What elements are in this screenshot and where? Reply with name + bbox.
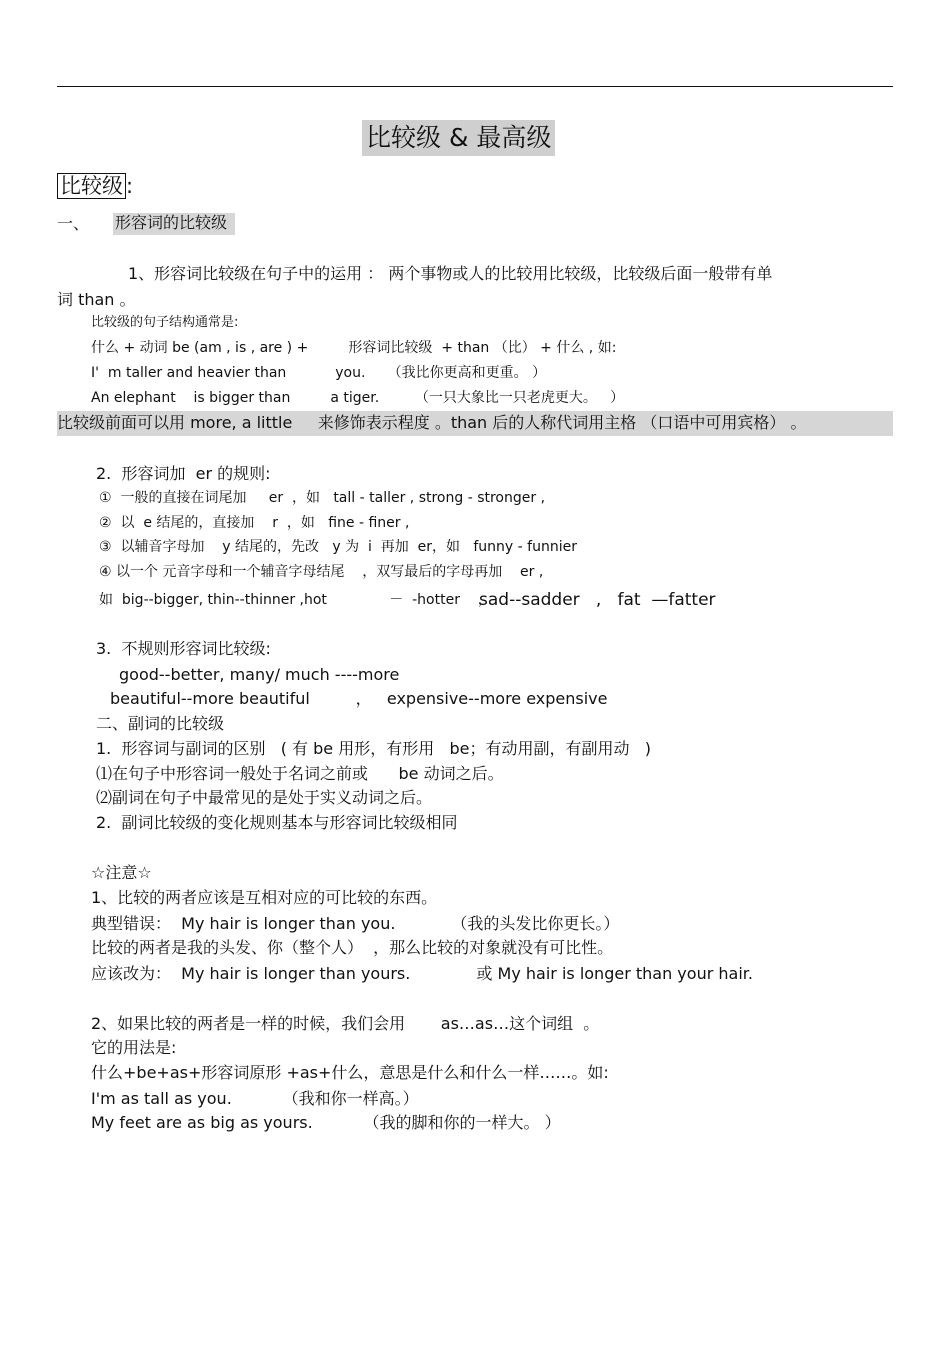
irregular-example-1: good--better, many/ much ----more <box>119 665 400 684</box>
note-2-example-2: My feet are as big as yours. （我的脚和你的一样大。 ） <box>91 1113 561 1132</box>
er-rule-3: ③ 以辅音字母加 y 结尾的，先改 y 为 i 再加 er，如 funny - funnier <box>99 539 577 555</box>
adverb-section-title: 二、副词的比较级 <box>96 714 225 733</box>
note-1-explanation: 比较的两者是我的头发、你（整个人） ，那么比较的对象就没有可比性。 <box>91 938 614 957</box>
adverb-point-1a: ⑴在句子中形容词一般处于名词之前或 be 动词之后。 <box>96 764 504 783</box>
irregular-example-2: beautiful--more beautiful ， expensive--more expensive <box>110 689 608 708</box>
adverb-point-1: 1. 形容词与副词的区别 ( 有 be 用形，有形用 be；有动用副，有副用动 ) <box>96 739 651 758</box>
section-heading-colon: : <box>126 174 134 198</box>
note-2-formula: 什么+be+as+形容词原形 +as+什么，意思是什么和什么一样……。如: <box>91 1063 609 1082</box>
example-elephant: An elephant is bigger than a tiger. （一只大象比一只老虎更大。 ） <box>91 390 625 406</box>
note-1-wrong-example: 典型错误： My hair is longer than you. （我的头发比你更长。） <box>91 914 620 933</box>
example-taller: I' m taller and heavier than you. （我比你更高和更重。 ） <box>91 365 547 381</box>
note-2: 2、如果比较的两者是一样的时候，我们会用 as…as…这个词组 。 <box>91 1014 600 1033</box>
er-rule-2: ② 以 e 结尾的，直接加 r ，如 fine - finer , <box>99 515 410 531</box>
note-1: 1、比较的两者应该是互相对应的可比较的东西。 <box>91 888 438 907</box>
section-1-title: 形容词的比较级 <box>113 213 235 235</box>
paragraph-usage-line-2: 词 than 。 <box>57 290 136 309</box>
section-heading <box>57 172 133 200</box>
adverb-point-1b: ⑵副词在句子中最常见的是处于实义动词之后。 <box>96 788 433 807</box>
note-1-correction: 应该改为： My hair is longer than yours. 或 My hair is longer than your hair. <box>91 964 753 983</box>
note-2-usage-intro: 它的用法是: <box>91 1038 177 1057</box>
section-1-number: 一、 <box>57 214 90 233</box>
paragraph-usage-line-1: 1、形容词比较级在句子中的运用 ： 两个事物或人的比较用比较级，比较级后面一般带有单 <box>128 264 773 283</box>
page-title: 比较级 & 最高级 <box>362 120 555 156</box>
irregular-title: 3. 不规则形容词比较级: <box>96 639 271 658</box>
er-rule-4-examples: 如 big--bigger, thin--thinner ,hot － -hotter ， <box>99 592 492 608</box>
er-rule-4: ④ 以一个 元音字母和一个辅音字母结尾 ，双写最后的字母再加 er , <box>99 564 544 580</box>
section-heading-label: 比较级 <box>57 173 126 199</box>
er-rules-title: 2. 形容词加 er 的规则: <box>96 464 271 483</box>
er-rule-4-examples-cont: sad--sadder , fat —fatter <box>479 590 716 610</box>
top-rule <box>57 86 893 87</box>
degree-modifier-note: 比较级前面可以用 more, a little 来修饰表示程度 。than 后的人称代词用主格 （口语中可用宾格） 。 <box>57 413 807 432</box>
er-rule-1: ① 一般的直接在词尾加 er ，如 tall - taller , strong - stronger , <box>99 490 546 506</box>
structure-formula: 什么 + 动词 be (am , is , are ) + 形容词比较级 + than （比） + 什么 , 如: <box>91 340 617 356</box>
note-2-example-1: I'm as tall as you. （我和你一样高。） <box>91 1089 419 1108</box>
adverb-point-2: 2. 副词比较级的变化规则基本与形容词比较级相同 <box>96 813 458 832</box>
note-title: ☆注意☆ <box>91 863 152 882</box>
structure-intro: 比较级的句子结构通常是: <box>91 315 239 330</box>
